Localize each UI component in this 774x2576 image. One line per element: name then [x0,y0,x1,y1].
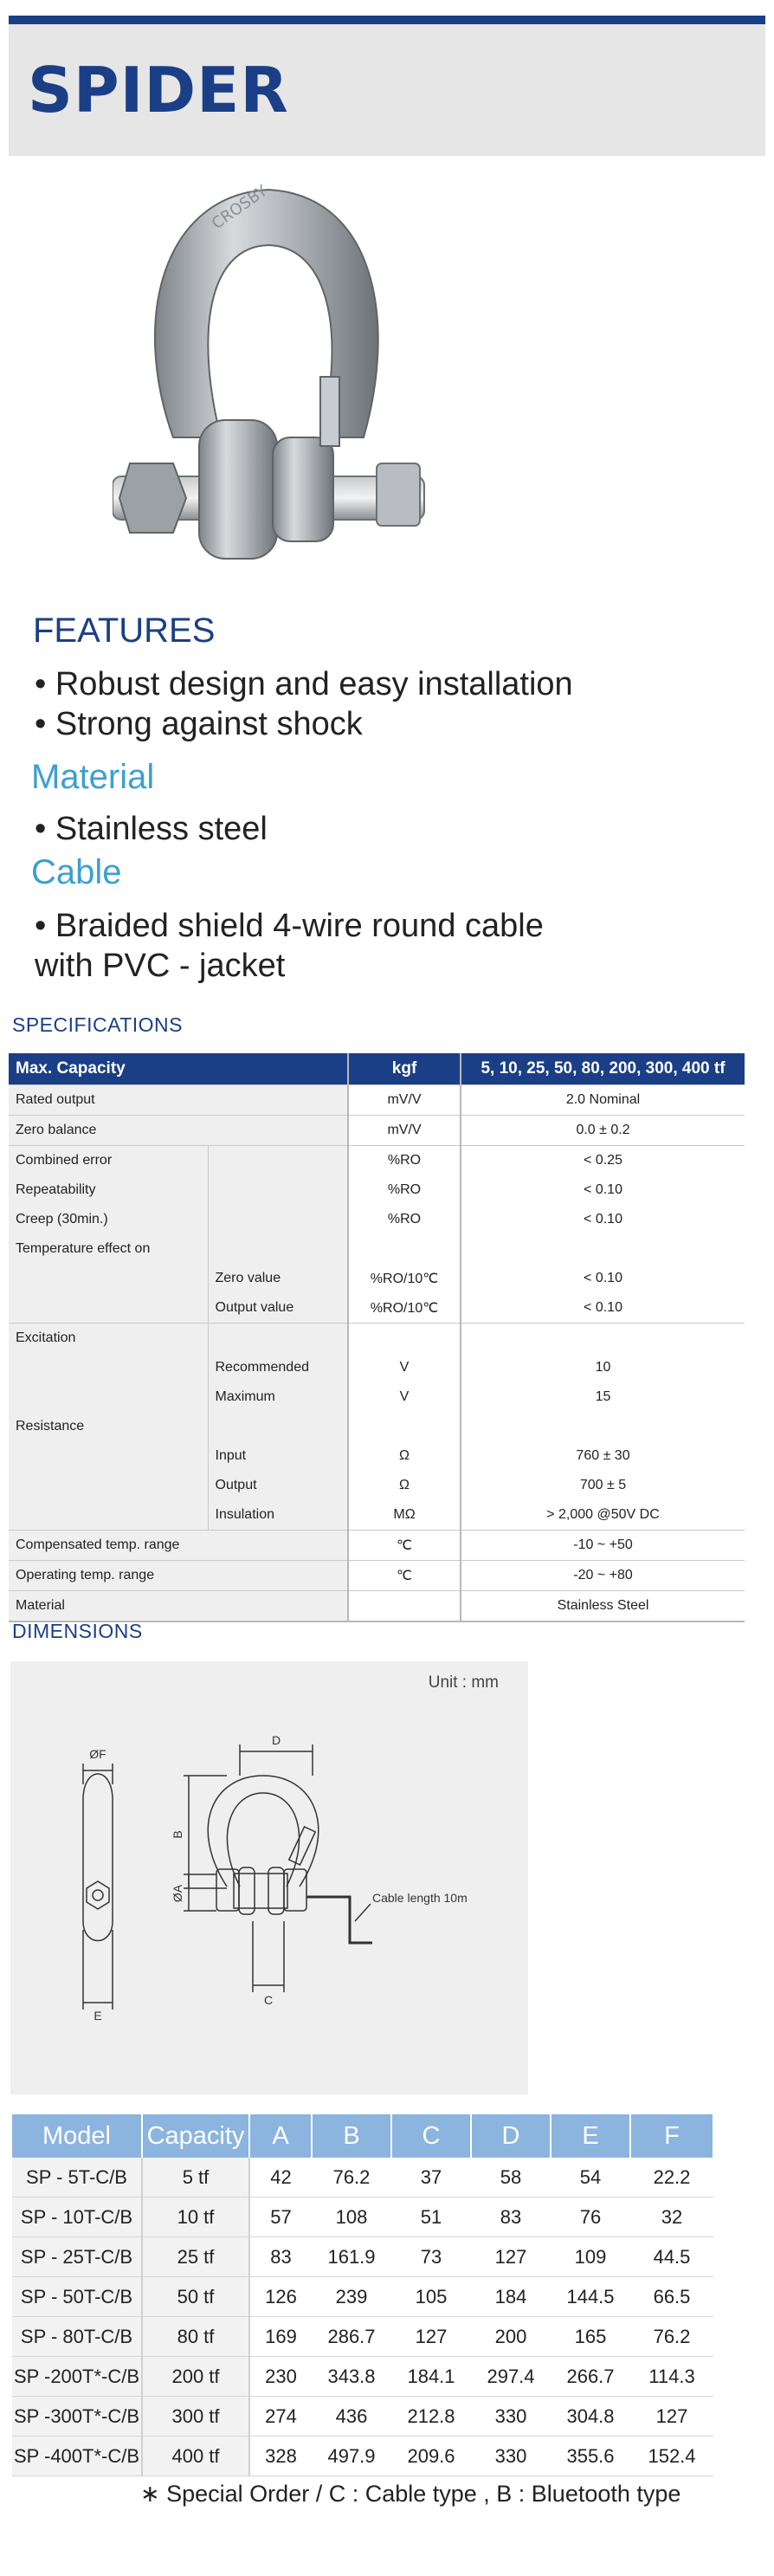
spec-row [9,1205,745,1234]
spec-label [9,1293,208,1324]
dim-label-D: D [271,1733,281,1747]
dims-cell: 58 [471,2158,551,2197]
dims-cell: SP - 5T-C/B [12,2158,142,2197]
spec-sublabel [208,1324,348,1354]
spec-sublabel [208,1412,348,1441]
spec-sublabel: Maximum [208,1382,348,1412]
spec-row [9,1500,745,1531]
dims-cell: 83 [249,2237,312,2277]
dims-cell: 184.1 [391,2357,471,2397]
svg-text:CROSBY: CROSBY [208,182,271,234]
spec-row [9,1085,745,1116]
dims-header: Model [12,2114,142,2158]
cable-heading: Cable [31,853,122,891]
table-row [12,2317,713,2357]
spec-label: Operating temp. range [9,1561,348,1591]
specifications-heading: SPECIFICATIONS [12,1013,183,1036]
spec-value: < 0.10 [461,1175,745,1205]
spec-header-row [9,1053,745,1085]
spec-unit: V [348,1382,461,1412]
cable-line-1: • Braided shield 4-wire round cable [35,908,544,944]
spec-row [9,1234,745,1264]
spec-row [9,1441,745,1471]
top-accent-bar [9,16,765,24]
dims-cell: 10 tf [142,2197,249,2237]
dims-cell: 343.8 [312,2357,391,2397]
spec-unit [348,1591,461,1622]
dims-cell: 51 [391,2197,471,2237]
dims-cell: SP - 25T-C/B [12,2237,142,2277]
spec-row [9,1561,745,1591]
spec-sublabel: Output value [208,1293,348,1324]
dims-header: A [249,2114,312,2158]
dims-cell: 239 [312,2277,391,2317]
dims-cell: 300 tf [142,2397,249,2437]
dims-cell: 83 [471,2197,551,2237]
dim-label-B: B [171,1830,184,1839]
spec-label: Rated output [9,1085,348,1116]
dim-label-C: C [263,1993,274,2007]
spec-sublabel [208,1234,348,1264]
dims-cell: 144.5 [551,2277,630,2317]
dims-cell: 266.7 [551,2357,630,2397]
spec-unit [348,1324,461,1354]
dims-cell: SP - 50T-C/B [12,2277,142,2317]
specifications-table [9,1053,745,1622]
spec-label [9,1471,208,1500]
dims-cell: 286.7 [312,2317,391,2357]
spec-unit [348,1412,461,1441]
dims-cell: 497.9 [312,2437,391,2476]
dim-label-phiA: ØA [171,1884,184,1903]
dims-cell: 169 [249,2317,312,2357]
spec-row [9,1353,745,1382]
spec-label [9,1353,208,1382]
dims-cell: 76.2 [630,2317,713,2357]
table-row [12,2277,713,2317]
dims-cell: 57 [249,2197,312,2237]
dim-label-cable: Cable length 10m [372,1891,468,1905]
dims-cell: SP -200T*-C/B [12,2357,142,2397]
dims-header: C [391,2114,471,2158]
spec-label: Compensated temp. range [9,1531,348,1561]
dimension-drawing-svg [10,1661,528,2094]
dims-cell: SP - 10T-C/B [12,2197,142,2237]
dims-cell: 330 [471,2397,551,2437]
table-row [12,2197,713,2237]
product-image [113,178,433,576]
dims-cell: 297.4 [471,2357,551,2397]
spec-row [9,1146,745,1176]
dims-header: B [312,2114,391,2158]
dims-cell: 161.9 [312,2237,391,2277]
spec-row [9,1591,745,1622]
dims-cell: SP -300T*-C/B [12,2397,142,2437]
spec-value: 15 [461,1382,745,1412]
spec-row [9,1324,745,1354]
material-item: • Stainless steel [35,811,268,847]
spec-sublabel [208,1175,348,1205]
table-row [12,2437,713,2476]
spec-unit: ℃ [348,1561,461,1591]
cable-line-2: with PVC - jacket [35,948,286,984]
spec-value: 700 ± 5 [461,1471,745,1500]
dimensions-table [12,2114,714,2476]
spec-value: -20 ~ +80 [461,1561,745,1591]
dims-cell: 54 [551,2158,630,2197]
spec-header-label: Max. Capacity [9,1053,348,1085]
spec-row [9,1531,745,1561]
dims-cell: SP - 80T-C/B [12,2317,142,2357]
spec-label: Repeatability [9,1175,208,1205]
dims-cell: 66.5 [630,2277,713,2317]
spec-label: Zero balance [9,1116,348,1146]
dims-cell: 127 [630,2397,713,2437]
dims-cell: 5 tf [142,2158,249,2197]
spec-label: Combined error [9,1146,208,1176]
dims-cell: 22.2 [630,2158,713,2197]
spec-value: -10 ~ +50 [461,1531,745,1561]
dims-header: Capacity [142,2114,249,2158]
spec-sublabel: Input [208,1441,348,1471]
spec-value: 10 [461,1353,745,1382]
spec-value: < 0.25 [461,1146,745,1176]
spec-value: < 0.10 [461,1205,745,1234]
dims-cell: 73 [391,2237,471,2277]
table-row [12,2357,713,2397]
dims-cell: 165 [551,2317,630,2357]
dims-cell: 152.4 [630,2437,713,2476]
spec-sublabel: Zero value [208,1264,348,1293]
spec-value: > 2,000 @50V DC [461,1500,745,1531]
spec-header-unit: kgf [348,1053,461,1085]
dims-cell: 127 [391,2317,471,2357]
table-row [12,2397,713,2437]
dims-header-row [12,2114,713,2158]
features-heading: FEATURES [33,612,216,650]
table-row [12,2237,713,2277]
dims-cell: 184 [471,2277,551,2317]
spec-sublabel: Output [208,1471,348,1500]
dim-label-E: E [94,2009,102,2023]
dims-header: E [551,2114,630,2158]
spec-row [9,1382,745,1412]
spec-unit: %RO [348,1146,461,1176]
dims-cell: 114.3 [630,2357,713,2397]
spec-unit: Ω [348,1471,461,1500]
dims-cell: SP -400T*-C/B [12,2437,142,2476]
spec-unit: ℃ [348,1531,461,1561]
dims-cell: 328 [249,2437,312,2476]
spec-sublabel [208,1205,348,1234]
product-title: SPIDER [28,54,289,126]
dims-cell: 436 [312,2397,391,2437]
spec-unit: %RO [348,1175,461,1205]
dims-cell: 200 tf [142,2357,249,2397]
spec-header-value: 5, 10, 25, 50, 80, 200, 300, 400 tf [461,1053,745,1085]
spec-row [9,1175,745,1205]
dims-cell: 76 [551,2197,630,2237]
spec-row [9,1116,745,1146]
dims-cell: 105 [391,2277,471,2317]
dims-cell: 200 [471,2317,551,2357]
spec-value: Stainless Steel [461,1591,745,1622]
title-banner [9,24,765,156]
spec-value: 0.0 ± 0.2 [461,1116,745,1146]
dims-cell: 50 tf [142,2277,249,2317]
spec-value: 2.0 Nominal [461,1085,745,1116]
dims-header: D [471,2114,551,2158]
dims-cell: 44.5 [630,2237,713,2277]
dims-cell: 330 [471,2437,551,2476]
spec-sublabel [208,1146,348,1176]
spec-row [9,1471,745,1500]
dims-cell: 32 [630,2197,713,2237]
spec-label [9,1264,208,1293]
spec-unit: MΩ [348,1500,461,1531]
dims-cell: 108 [312,2197,391,2237]
material-heading: Material [31,758,155,796]
dims-header: F [630,2114,713,2158]
dims-cell: 109 [551,2237,630,2277]
dims-cell: 304.8 [551,2397,630,2437]
feature-item: • Strong against shock [35,706,363,742]
dims-cell: 274 [249,2397,312,2437]
dims-cell: 37 [391,2158,471,2197]
spec-label: Excitation [9,1324,208,1354]
table-row [12,2158,713,2197]
spec-unit: Ω [348,1441,461,1471]
dims-cell: 355.6 [551,2437,630,2476]
spec-label: Material [9,1591,348,1622]
spec-value: < 0.10 [461,1293,745,1324]
dims-cell: 80 tf [142,2317,249,2357]
spec-row [9,1293,745,1324]
spec-unit: mV/V [348,1116,461,1146]
spec-label [9,1441,208,1471]
dims-cell: 400 tf [142,2437,249,2476]
spec-unit: mV/V [348,1085,461,1116]
spec-sublabel: Recommended [208,1353,348,1382]
spec-unit: %RO/10℃ [348,1264,461,1293]
dims-cell: 127 [471,2237,551,2277]
spec-value [461,1412,745,1441]
spec-unit: %RO [348,1205,461,1234]
spec-unit [348,1234,461,1264]
unit-label: Unit : mm [428,1673,499,1692]
spec-value: 760 ± 30 [461,1441,745,1471]
spec-row [9,1264,745,1293]
spec-unit: V [348,1353,461,1382]
dims-cell: 230 [249,2357,312,2397]
spec-label [9,1382,208,1412]
dims-cell: 42 [249,2158,312,2197]
spec-sublabel: Insulation [208,1500,348,1531]
spec-label: Creep (30min.) [9,1205,208,1234]
feature-item: • Robust design and easy installation [35,666,573,702]
spec-value [461,1324,745,1354]
dimensions-heading: DIMENSIONS [12,1620,143,1642]
spec-label [9,1500,208,1531]
spec-row [9,1412,745,1441]
spec-value: < 0.10 [461,1264,745,1293]
spec-label: Resistance [9,1412,208,1441]
dimension-drawing [10,1661,528,2094]
dim-label-phiF: ØF [89,1747,106,1761]
spec-label: Temperature effect on [9,1234,208,1264]
spec-unit: %RO/10℃ [348,1293,461,1324]
dims-cell: 209.6 [391,2437,471,2476]
dims-cell: 126 [249,2277,312,2317]
footnote: ∗ Special Order / C : Cable type , B : Bluetooth type [140,2481,681,2507]
spec-value [461,1234,745,1264]
dims-cell: 25 tf [142,2237,249,2277]
dims-cell: 212.8 [391,2397,471,2437]
dims-cell: 76.2 [312,2158,391,2197]
